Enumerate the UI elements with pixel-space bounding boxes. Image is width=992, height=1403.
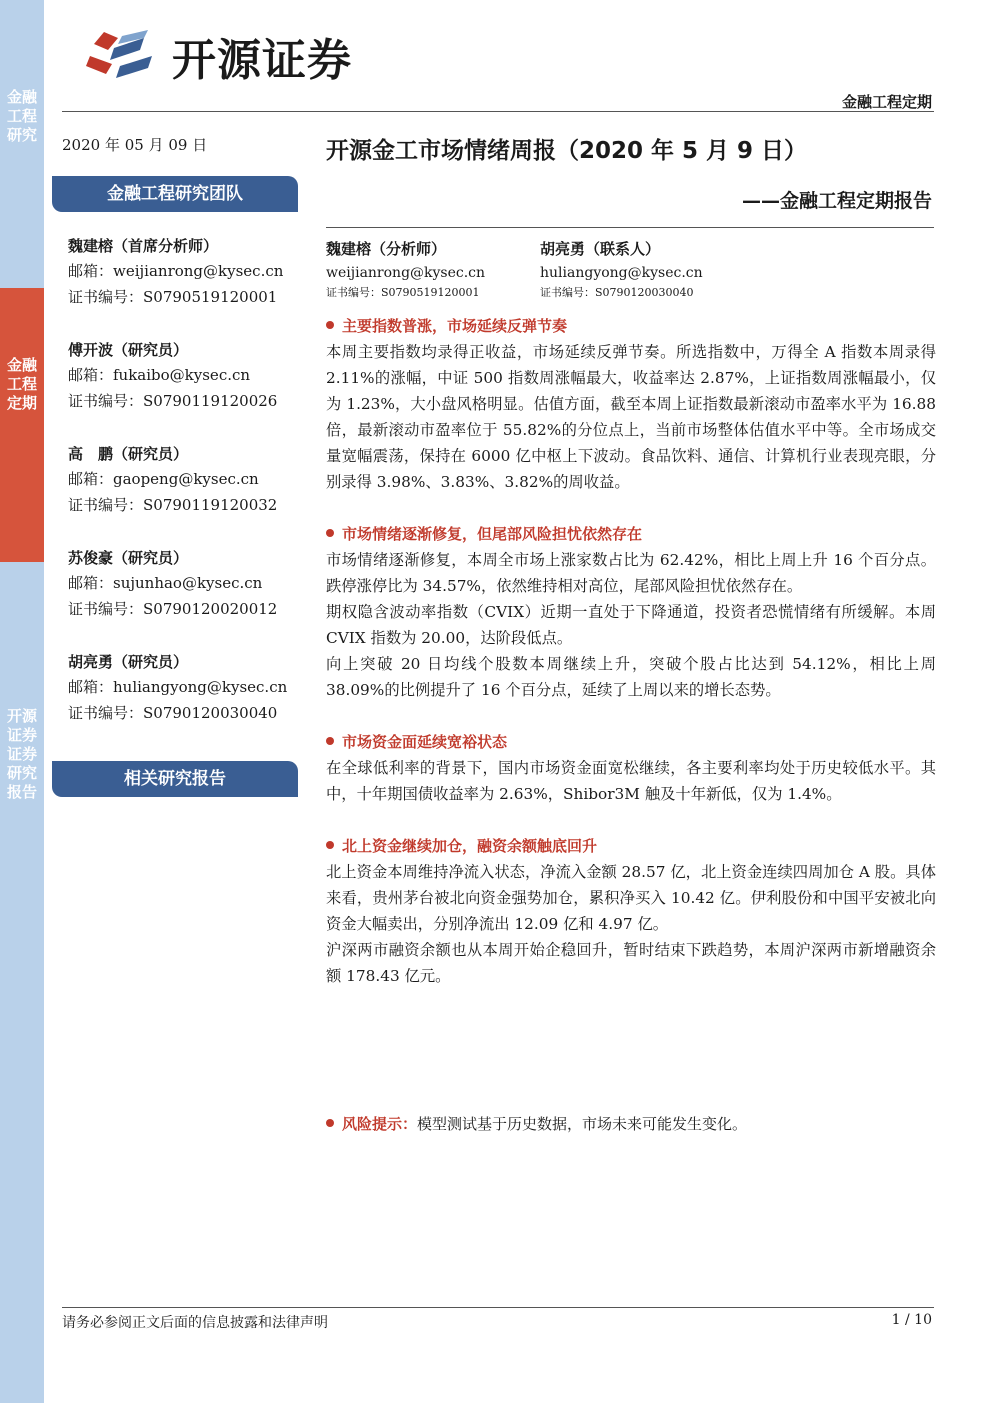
risk-note	[326, 1111, 747, 1137]
sidebar-label-research: 金融工程研究	[6, 88, 37, 144]
section-heading-text: 北上资金继续加仓，融资余额触底回升	[342, 837, 598, 855]
report-subtitle: ——金融工程定期报告	[741, 190, 932, 212]
analyst-name: 魏建榕（首席分析师）	[68, 237, 219, 255]
analyst-list	[68, 234, 308, 754]
section-paragraph: 市场情绪逐渐修复，本周全市场上涨家数占比为 62.42%，相比上周上升 16 个百分点。跌停涨停比为 34.57%，依然维持相对高位，尾部风险担忧依然存在。	[326, 551, 936, 595]
header-divider	[62, 111, 934, 112]
section-heading-text: 主要指数普涨，市场延续反弹节奏	[342, 317, 568, 335]
author-name: 魏建榕（分析师）	[326, 240, 447, 258]
summary-section	[326, 729, 936, 807]
summary-section	[326, 521, 936, 703]
title-divider	[326, 227, 934, 228]
analyst-card	[68, 546, 308, 650]
sidebar-block-periodic	[0, 288, 44, 562]
section-heading-text: 市场情绪逐渐修复，但尾部风险担忧依然存在	[342, 525, 643, 543]
author-block	[540, 236, 750, 302]
analyst-cert: 证书编号：S0790120020012	[68, 600, 278, 618]
section-heading	[326, 521, 936, 547]
analyst-name: 高 鹏（研究员）	[68, 445, 189, 463]
page-number: 1 / 10	[891, 1312, 932, 1328]
analyst-email[interactable]: 邮箱：gaopeng@kysec.cn	[68, 470, 259, 488]
brand-name: 开源证券	[172, 35, 352, 86]
analyst-email[interactable]: 邮箱：sujunhao@kysec.cn	[68, 574, 263, 592]
sidebar-label-brand: 开源证券 证券研究报告	[6, 707, 37, 801]
bullet-icon	[326, 1119, 334, 1127]
analyst-cert: 证书编号：S0790120030040	[68, 704, 278, 722]
header-category: 金融工程定期	[841, 93, 932, 111]
bullet-icon	[326, 841, 334, 849]
analyst-cert: 证书编号：S0790119120032	[68, 496, 278, 514]
analyst-card	[68, 650, 308, 754]
sidebar-label-periodic: 金融工程定期	[6, 356, 37, 412]
summary-sections	[326, 313, 936, 989]
author-block	[326, 236, 536, 302]
section-paragraph: 在全球低利率的背景下，国内市场资金面宽松继续，各主要利率均处于历史较低水平。其中，十年期国债收益率为 2.63%，Shibor3M 触及十年新低，仅为 1.4%。	[326, 759, 936, 803]
author-cert: 证书编号：S0790519120001	[326, 286, 480, 299]
risk-label: 风险提示：	[342, 1115, 418, 1133]
author-email[interactable]: huliangyong@kysec.cn	[540, 265, 703, 281]
brand-logo-icon	[86, 30, 166, 90]
author-cert: 证书编号：S0790120030040	[540, 286, 694, 299]
analyst-name: 苏俊豪（研究员）	[68, 549, 189, 567]
analyst-cert: 证书编号：S0790519120001	[68, 288, 278, 306]
summary-section	[326, 833, 936, 989]
related-reports-bar: 相关研究报告	[52, 761, 298, 797]
section-paragraph: 沪深两市融资余额也从本周开始企稳回升，暂时结束下跌趋势，本周沪深两市新增融资余额 178.43 亿元。	[326, 941, 936, 985]
sidebar-block-brand	[0, 562, 44, 1403]
analyst-email[interactable]: 邮箱：weijianrong@kysec.cn	[68, 262, 284, 280]
footer-disclaimer: 请务必参阅正文后面的信息披露和法律声明	[62, 1315, 328, 1331]
bullet-icon	[326, 737, 334, 745]
sidebar-stripe	[0, 0, 44, 1403]
analyst-name: 傅开波（研究员）	[68, 341, 189, 359]
summary-section	[326, 313, 936, 495]
analyst-email[interactable]: 邮箱：huliangyong@kysec.cn	[68, 678, 288, 696]
section-heading	[326, 833, 936, 859]
section-heading	[326, 729, 936, 755]
section-paragraph: 北上资金本周维持净流入状态，净流入金额 28.57 亿，北上资金连续四周加仓 A 股。具体来看，贵州茅台被北向资金强势加仓，累积净买入 10.42 亿。伊利股份和中国平安被北向资金大幅卖出，分别净流出 12.09 亿和 4.97 亿。	[326, 863, 936, 933]
report-title: 开源金工市场情绪周报（2020 年 5 月 9 日）	[326, 138, 808, 164]
section-paragraph: 期权隐含波动率指数（CVIX）近期一直处于下降通道，投资者恐慌情绪有所缓解。本周 CVIX 指数为 20.00，达阶段低点。	[326, 603, 936, 647]
analyst-email[interactable]: 邮箱：fukaibo@kysec.cn	[68, 366, 251, 384]
analyst-cert: 证书编号：S0790119120026	[68, 392, 278, 410]
sidebar-block-research	[0, 0, 44, 288]
section-paragraph: 向上突破 20 日均线个股数本周继续上升，突破个股占比达到 54.12%，相比上周 38.09%的比例提升了 16 个百分点，延续了上周以来的增长态势。	[326, 655, 936, 699]
analyst-card	[68, 442, 308, 546]
footer-divider	[62, 1307, 934, 1308]
section-heading-text: 市场资金面延续宽裕状态	[342, 733, 508, 751]
risk-text: 模型测试基于历史数据，市场未来可能发生变化。	[417, 1115, 748, 1133]
author-email[interactable]: weijianrong@kysec.cn	[326, 265, 486, 281]
team-title-bar: 金融工程研究团队	[52, 176, 298, 212]
analyst-card	[68, 338, 308, 442]
bullet-icon	[326, 321, 334, 329]
analyst-name: 胡亮勇（研究员）	[68, 653, 189, 671]
section-heading	[326, 313, 936, 339]
report-date: 2020 年 05 月 09 日	[62, 136, 208, 154]
analyst-card	[68, 234, 308, 338]
section-paragraph: 本周主要指数均录得正收益，市场延续反弹节奏。所选指数中，万得全 A 指数本周录得 2.11%的涨幅，中证 500 指数周涨幅最大，收益率达 2.87%，上证指数周涨幅最小，仅为 1.23%，大小盘风格明显。估值方面，截至本周上证指数最新滚动市盈率水平为 16.88 倍，最新滚动市盈率位于 55.82%的分位点上，当前市场整体估值水平中等。全市场成交量宽幅震荡，保持在 6000 亿中枢上下波动。食品饮料、通信、计算机行业表现亮眼，分别录得 3.98%、3.83%、3.82%的周收益。	[326, 343, 936, 491]
bullet-icon	[326, 529, 334, 537]
author-name: 胡亮勇（联系人）	[540, 240, 661, 258]
